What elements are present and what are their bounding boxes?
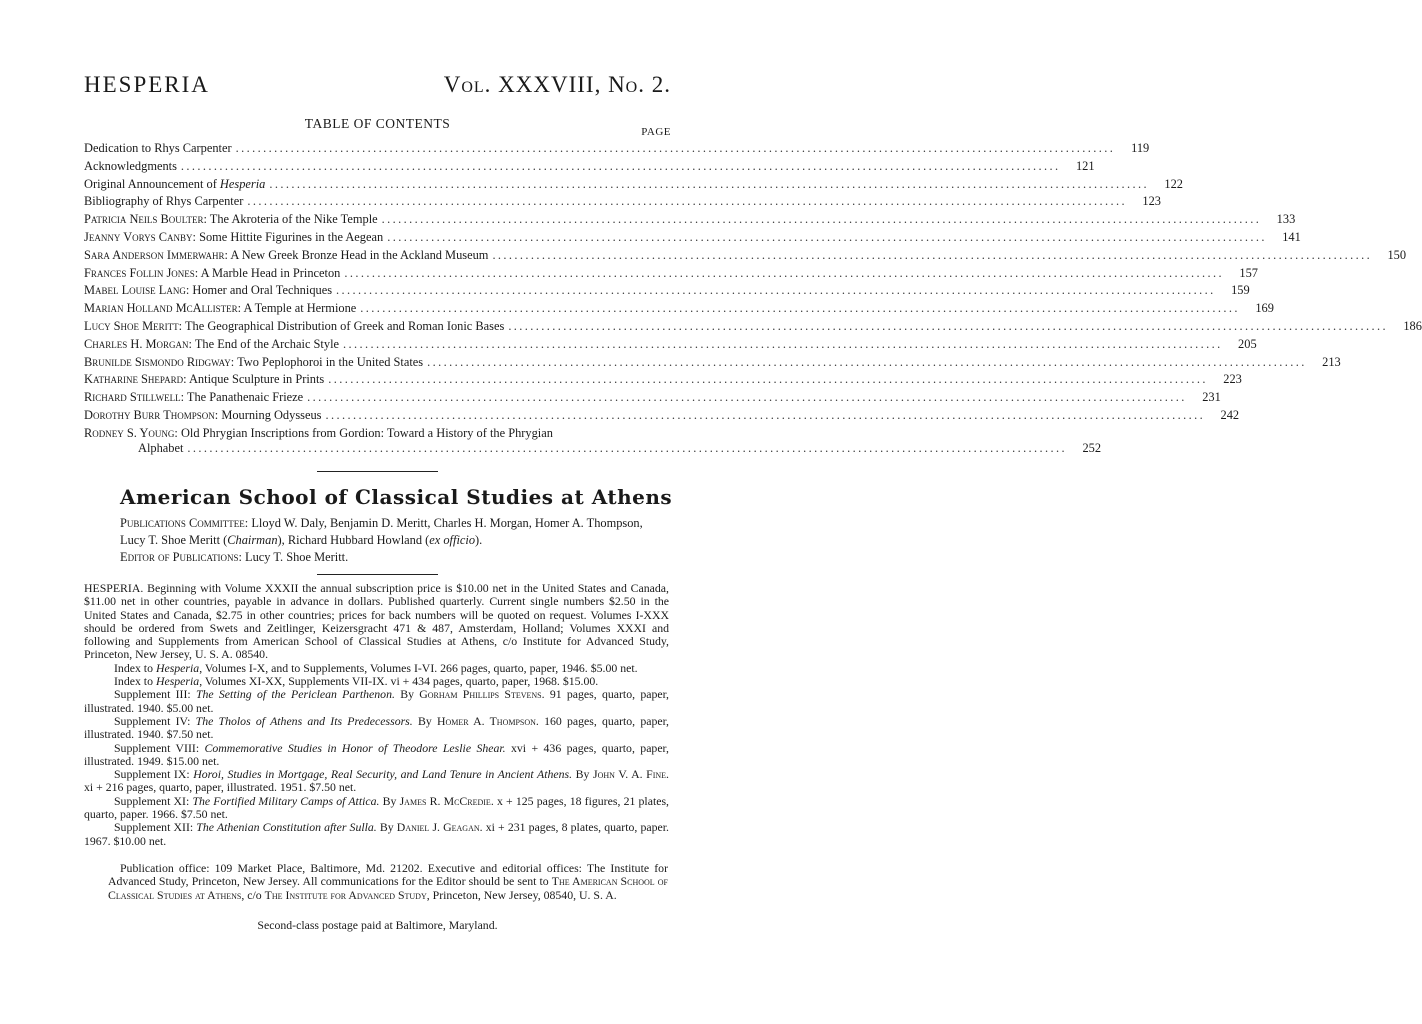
- toc-entry-author: Brunilde Sismondo Ridgway:: [84, 354, 235, 369]
- supplement-entry: Supplement VIII: Commemorative Studies in Honor of Theodore Leslie Shear. xvi + 436 pages, quarto, paper, illustrated. 1949. $15.00 net.: [84, 740, 669, 768]
- toc-entry-page: 242: [1220, 407, 1240, 422]
- divider: [317, 471, 438, 472]
- toc-entry-page: 186: [1403, 318, 1422, 333]
- toc-entry-title: A Marble Head in Princeton: [200, 265, 341, 280]
- school-heading: American School of Classical Studies at Athens: [120, 485, 673, 509]
- journal-title: HESPERIA: [84, 72, 210, 97]
- toc-entry-author: Sara Anderson Immerwahr:: [84, 247, 228, 262]
- toc-entry-title: Dedication to Rhys Carpenter: [84, 141, 232, 155]
- supplement-entry: Supplement XII: The Athenian Constitution after Sulla. By Daniel J. Geagan. xi + 231 pages, 8 plates, quarto, paper. 1967. $10.00 net.: [84, 820, 669, 848]
- toc-entry-title: Alphabet: [138, 440, 184, 455]
- toc-entry-author: Charles H. Morgan:: [84, 336, 192, 351]
- toc-entry-title: Acknowledgments: [84, 158, 177, 173]
- supplement-entry: Supplement XI: The Fortified Military Camps of Attica. By James R. McCredie. x + 125 pages, 18 figures, 21 plates, quarto, paper. 1966. $7.50 net.: [84, 793, 670, 822]
- toc-entry-page: 150: [1387, 247, 1407, 262]
- postage-note: Second-class postage paid at Baltimore, Maryland.: [257, 918, 498, 932]
- toc-entry-page: 231: [1202, 390, 1221, 405]
- toc-entry-author: Richard Stillwell:: [84, 390, 185, 405]
- toc-entry[interactable]: Sara Anderson Immerwahr: A New Greek Bronze Head in the Ackland Museum ................................................................................................................................................................ 150: [84, 247, 1407, 262]
- table-of-contents: [84, 141, 1422, 458]
- toc-entry-page: 223: [1223, 372, 1242, 387]
- toc-entry-title: The End of the Archaic Style: [194, 336, 340, 351]
- page-header: [84, 72, 671, 106]
- supplement-entry: Supplement IV: The Tholos of Athens and Its Predecessors. By Homer A. Thompson. 160 pages, quarto, paper, illustrated. 1940. $7.50 net.: [84, 713, 670, 742]
- toc-entry[interactable]: Dedication to Rhys Carpenter ................................................................................................................................................................ 119: [84, 141, 1150, 155]
- toc-entry[interactable]: Katharine Shepard: Antique Sculpture in Prints ................................................................................................................................................................ 223: [84, 372, 1242, 387]
- toc-entry-page: 252: [1082, 440, 1102, 455]
- toc-entry[interactable]: [84, 426, 669, 441]
- toc-entry[interactable]: Mabel Louise Lang: Homer and Oral Techniques ................................................................................................................................................................ 159: [84, 283, 1250, 298]
- toc-entry-title: The Akroteria of the Nike Temple: [209, 212, 378, 227]
- toc-entry-author: Frances Follin Jones:: [84, 265, 199, 280]
- supplement-entry: Supplement IX: Horoi, Studies in Mortgage, Real Security, and Land Tenure in Ancient Athens. By John V. A. Fine. xi + 216 pages, quarto, paper, illustrated. 1951. $7.50 net.: [84, 767, 670, 795]
- toc-entry[interactable]: Dorothy Burr Thompson: Mourning Odysseus ................................................................................................................................................................ 242: [84, 407, 1240, 422]
- toc-entry[interactable]: Charles H. Morgan: The End of the Archaic Style ................................................................................................................................................................ 205: [84, 336, 1257, 351]
- toc-entry-page: 205: [1238, 336, 1257, 351]
- toc-entry-page: 213: [1322, 354, 1341, 369]
- toc-entry-page: 122: [1164, 176, 1183, 191]
- toc-entry[interactable]: Bibliography of Rhys Carpenter ................................................................................................................................................................ 123: [84, 194, 1161, 209]
- toc-entry-page: 141: [1282, 229, 1301, 244]
- toc-entry[interactable]: Original Announcement of Hesperia ................................................................................................................................................................ 122: [84, 176, 1183, 191]
- toc-title: TABLE OF CONTENTS: [304, 116, 451, 131]
- toc-entry-title: Antique Sculpture in Prints: [188, 372, 325, 387]
- volume-number: Vol. XXXVIII, No. 2.: [443, 72, 671, 97]
- toc-entry-page: 157: [1239, 265, 1258, 280]
- toc-entry-page: 119: [1131, 141, 1150, 155]
- toc-entry-author: Rodney S. Young:: [84, 425, 178, 440]
- toc-entry[interactable]: Jeanny Vorys Canby: Some Hittite Figurines in the Aegean ................................................................................................................................................................ 141: [84, 229, 1301, 244]
- toc-entry-title: Two Peplophoroi in the United States: [237, 354, 424, 369]
- toc-entry[interactable]: Lucy Shoe Meritt: The Geographical Distribution of Greek and Roman Ionic Bases ................................................................................................................................................................ 186: [84, 318, 1422, 333]
- toc-entry-author: Jeanny Vorys Canby:: [84, 229, 196, 244]
- index-entry: Index to Hesperia, Volumes XI-XX, Supplements VII-IX. vi + 434 pages, quarto, paper, 1968. $15.00.: [114, 674, 599, 689]
- toc-entry-author: Dorothy Burr Thompson:: [84, 407, 219, 422]
- toc-entry-page: 133: [1276, 212, 1296, 227]
- toc-entry-author: Patricia Neils Boulter:: [84, 212, 207, 227]
- editor-name: Lucy T. Shoe Meritt.: [245, 550, 349, 564]
- toc-entry-title: Original Announcement of Hesperia: [84, 176, 266, 191]
- supplement-entry: Supplement III: The Setting of the Periclean Parthenon. By Gorham Phillips Stevens. 91 pages, quarto, paper, illustrated. 1940. $5.00 net.: [84, 687, 669, 715]
- toc-entry-page: 159: [1231, 283, 1250, 298]
- toc-entry[interactable]: Acknowledgments ................................................................................................................................................................ 121: [84, 158, 1095, 173]
- publications-committee: Publications Committee: Lloyd W. Daly, Benjamin D. Meritt, Charles H. Morgan, Homer A. Thompson, Lucy T. Shoe Meritt (Chairman), Richard Hubbard Howland (ex officio). Editor of Publications: Lucy T. Shoe Meritt.: [120, 516, 643, 564]
- toc-entry-title: Homer and Oral Techniques: [192, 283, 333, 298]
- toc-entry-page: 121: [1075, 158, 1095, 173]
- subscription-paragraph: HESPERIA. Beginning with Volume XXXII the annual subscription price is $10.00 net in the United States and Canada, $11.00 net in other countries, payable in advance in dollars. Published quarterly. Current single numbers $2.50 in the United States and Canada, $2.75 in other countries; prices for back numbers will be quoted on request. Volumes I-XXX should be ordered from Swets and Zeitlinger, Keizersgracht 471 & 487, Amsterdam, Holland; Volumes XXXI and following and Supplements from American School of Classical Studies at Athens, c/o Institute for Advanced Study, Princeton, New Jersey, U. S. A. 08540.: [84, 581, 669, 662]
- toc-entry-author: Lucy Shoe Meritt:: [84, 318, 183, 333]
- toc-entry-title: Bibliography of Rhys Carpenter: [84, 194, 244, 209]
- toc-entry-title: Old Phrygian Inscriptions from Gordion: Toward a History of the Phrygian: [180, 425, 553, 440]
- toc-entry[interactable]: Brunilde Sismondo Ridgway: Two Peplophoroi in the United States ................................................................................................................................................................ 213: [84, 354, 1341, 369]
- toc-entry-title: The Geographical Distribution of Greek and Roman Ionic Bases: [184, 318, 505, 333]
- toc-entry-author: Katharine Shepard:: [84, 372, 187, 387]
- toc-entry-title: Mourning Odysseus: [221, 407, 322, 422]
- toc-entry-title: The Panathenaic Frieze: [186, 390, 304, 405]
- page-column-header: PAGE: [641, 126, 671, 138]
- toc-entry[interactable]: Richard Stillwell: The Panathenaic Frieze ................................................................................................................................................................ 231: [84, 390, 1221, 405]
- toc-entry-title: Some Hittite Figurines in the Aegean: [199, 229, 384, 244]
- toc-entry-continuation[interactable]: Alphabet ................................................................................................................................................................ 252: [138, 440, 1102, 455]
- publication-office: Publication office: 109 Market Place, Baltimore, Md. 21202. Executive and editorial offices: The Institute for Advanced Study, Princeton, New Jersey. All communications for the Editor should be sent to The American School of Classical Studies at Athens, c/o The Institute for Advanced Study, Princeton, New Jersey, 08540, U. S. A.: [108, 861, 668, 902]
- divider: [317, 574, 438, 575]
- toc-entry-title: A New Greek Bronze Head in the Ackland Museum: [230, 247, 489, 262]
- toc-entry-author: Mabel Louise Lang:: [84, 283, 190, 298]
- editor-label: Editor of Publications:: [120, 550, 242, 564]
- toc-entry-page: 169: [1255, 301, 1274, 316]
- toc-entry[interactable]: Frances Follin Jones: A Marble Head in Princeton ................................................................................................................................................................ 157: [84, 265, 1258, 280]
- subscription-info: [84, 582, 669, 848]
- toc-entry-page: 123: [1142, 194, 1161, 209]
- toc-entry-title: A Temple at Hermione: [243, 301, 357, 316]
- toc-entry[interactable]: Patricia Neils Boulter: The Akroteria of the Nike Temple ................................................................................................................................................................ 133: [84, 212, 1296, 227]
- toc-entry-author: Marian Holland McAllister:: [84, 301, 242, 316]
- committee-label: Publications Committee:: [120, 516, 249, 530]
- index-entry: Index to Hesperia, Volumes I-X, and to Supplements, Volumes I-VI. 266 pages, quarto, paper, 1946. $5.00 net.: [114, 660, 638, 675]
- toc-entry[interactable]: Marian Holland McAllister: A Temple at Hermione ................................................................................................................................................................ 169: [84, 301, 1274, 316]
